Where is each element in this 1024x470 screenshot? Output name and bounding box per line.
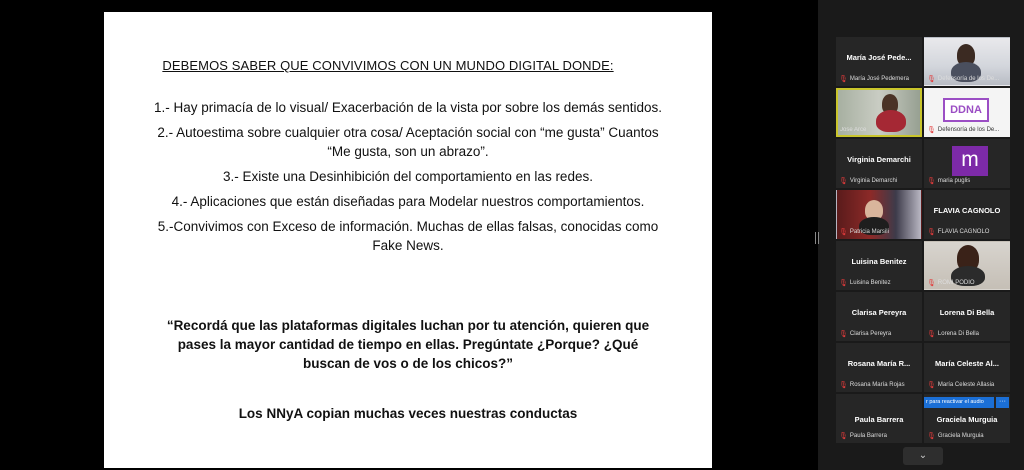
dona-logo: DDNA xyxy=(943,98,989,122)
participant-label: Paula Barrera xyxy=(849,433,887,439)
slide-heading xyxy=(104,58,712,73)
slide-point: 5.-Convivimos con Exceso de información. Muchas de ellas falsas, conocidas como Fake News. xyxy=(157,219,659,253)
participant-name: Clarisa Pereyra xyxy=(851,308,907,317)
slide-quote: “Recordá que las plataformas digitales luchan por tu atención, quieren que pases la mayor cantidad de tiempo en ellas. Pregúntate ¿Porque? ¿Qué buscan de vos o de los chicos?” xyxy=(166,318,650,371)
mic-muted-icon: 🎙 xyxy=(927,127,936,134)
participant-name: María José Pede... xyxy=(846,53,912,62)
participant-label: Defensoría de los De... xyxy=(937,127,1000,133)
participant-label: Jose Arce xyxy=(840,127,867,133)
mic-muted-icon: 🎙 xyxy=(839,331,848,338)
slide-points xyxy=(144,98,672,261)
participant-name: Graciela Murguia xyxy=(936,415,998,424)
participant-name: Paula Barrera xyxy=(854,415,904,424)
participant-footer xyxy=(839,228,919,236)
slide-point: 4.- Aplicaciones que están diseñadas para Modelar nuestros comportamientos. xyxy=(171,194,645,209)
participant-label: Defensoría de los De... xyxy=(937,76,1000,82)
mic-muted-icon: 🎙 xyxy=(927,178,936,185)
participant-footer xyxy=(927,126,1007,134)
participant-footer xyxy=(839,330,919,338)
participant-tile[interactable] xyxy=(924,88,1010,137)
participant-tile[interactable] xyxy=(836,37,922,86)
participant-footer xyxy=(839,177,919,185)
slide-heading-text: DEBEMOS SABER QUE CONVIVIMOS CON UN MUNDO DIGITAL DONDE: xyxy=(162,58,614,73)
participant-tile[interactable] xyxy=(924,139,1010,188)
unmute-tooltip[interactable]: r para reactivar el audio xyxy=(924,397,994,408)
slide-closing: Los NNyA copian muchas veces nuestras conductas xyxy=(238,406,578,421)
participant-name: Luisina Benitez xyxy=(851,257,907,266)
participant-footer xyxy=(839,75,919,83)
participant-tile[interactable] xyxy=(836,241,922,290)
participant-label: Lorena Di Bella xyxy=(937,331,979,337)
mic-muted-icon: 🎙 xyxy=(839,229,848,236)
participant-footer xyxy=(840,127,918,133)
participant-name: FLAVIA CAGNOLO xyxy=(933,206,1001,215)
participant-label: maria puglis xyxy=(937,178,971,184)
more-options-button[interactable]: ··· xyxy=(996,397,1009,408)
participant-tile[interactable] xyxy=(924,292,1010,341)
participant-name: Virginia Demarchi xyxy=(847,155,911,164)
mic-muted-icon: 🎙 xyxy=(927,280,936,287)
participant-label: María José Pedemera xyxy=(849,76,909,82)
participant-tile[interactable] xyxy=(836,190,922,239)
panel-resize-handle[interactable] xyxy=(815,232,819,244)
mic-muted-icon: 🎙 xyxy=(927,229,936,236)
gallery-scroll-button[interactable] xyxy=(903,447,943,465)
chevron-down-icon: ⌄ xyxy=(918,450,928,461)
participant-gallery xyxy=(836,37,1012,443)
mic-muted-icon: 🎙 xyxy=(839,280,848,287)
participant-label: Luisina Benitez xyxy=(849,280,891,286)
participant-footer xyxy=(927,330,1007,338)
mic-muted-icon: 🎙 xyxy=(927,331,936,338)
participant-label: Graciela Murguia xyxy=(937,433,984,439)
participant-footer xyxy=(927,381,1007,389)
participant-tile[interactable] xyxy=(836,292,922,341)
avatar: m xyxy=(952,146,988,176)
participant-tile-active-speaker[interactable] xyxy=(836,88,922,137)
participant-tile[interactable] xyxy=(924,343,1010,392)
slide-point: 2.- Autoestima sobre cualquier otra cosa/ Aceptación social con “me gusta” Cuantos “Me gusta, son un abrazo”. xyxy=(157,125,659,159)
participant-tile[interactable] xyxy=(836,139,922,188)
participant-label: Clarisa Pereyra xyxy=(849,331,892,337)
mic-muted-icon: 🎙 xyxy=(927,433,936,440)
participant-footer xyxy=(927,177,1007,185)
participant-label: Rosana María Rojas xyxy=(849,382,905,388)
participant-footer xyxy=(839,279,919,287)
participant-name: María Celeste Al... xyxy=(935,359,999,368)
mic-muted-icon: 🎙 xyxy=(839,433,848,440)
participant-label: María Celeste Allasia xyxy=(937,382,995,388)
participant-label: Patricia Marsili xyxy=(849,229,889,235)
participant-footer xyxy=(839,432,919,440)
mic-muted-icon: 🎙 xyxy=(839,382,848,389)
participant-footer xyxy=(839,381,919,389)
participant-tile[interactable] xyxy=(836,394,922,443)
participant-footer xyxy=(927,228,1007,236)
participant-name: Lorena Di Bella xyxy=(939,308,995,317)
mic-muted-icon: 🎙 xyxy=(839,76,848,83)
mic-muted-icon: 🎙 xyxy=(927,76,936,83)
participant-footer xyxy=(927,75,1007,83)
mic-muted-icon: 🎙 xyxy=(927,382,936,389)
slide-point: 1.- Hay primacía de lo visual/ Exacerbación de la vista por sobre los demás sentidos. xyxy=(154,100,662,115)
mic-muted-icon: 🎙 xyxy=(839,178,848,185)
participant-name: Rosana María R... xyxy=(847,359,911,368)
presentation-slide xyxy=(104,12,712,468)
participant-footer xyxy=(927,279,1007,287)
participant-label: ROMI PODIO xyxy=(937,280,975,286)
participant-tile[interactable] xyxy=(924,241,1010,290)
participant-tile[interactable] xyxy=(924,37,1010,86)
participant-label: FLAVIA CAGNOLO xyxy=(937,229,990,235)
participant-tile[interactable] xyxy=(924,190,1010,239)
participant-footer xyxy=(927,432,1007,440)
participant-tile[interactable] xyxy=(836,343,922,392)
slide-point: 3.- Existe una Desinhibición del comportamiento en las redes. xyxy=(223,169,593,184)
participant-label: Virginia Demarchi xyxy=(849,178,898,184)
